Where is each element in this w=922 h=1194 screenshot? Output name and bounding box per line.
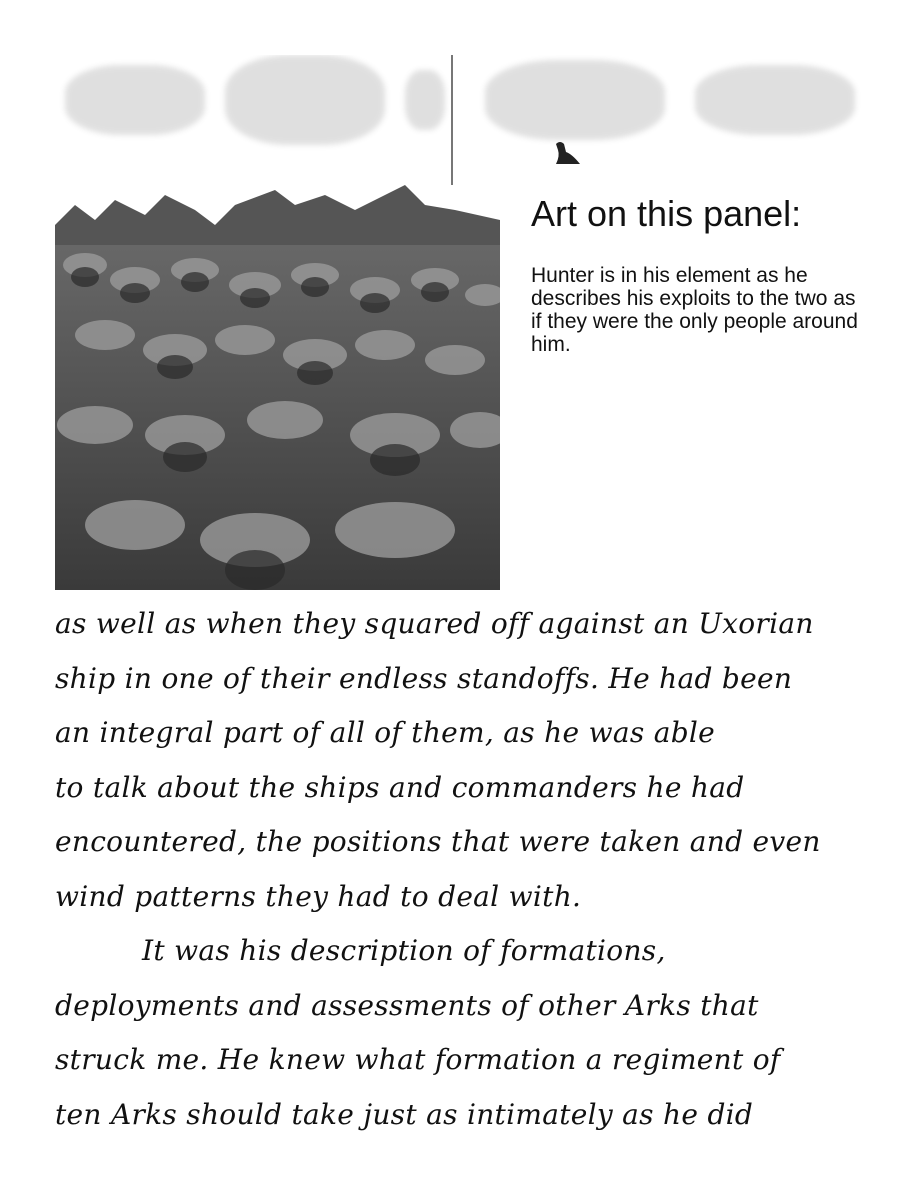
body-line: struck me. He knew what formation a regiment of — [55, 1043, 781, 1076]
body-line: to talk about the ships and commanders he had — [55, 770, 745, 804]
top-divider-line — [451, 55, 453, 185]
body-line: deployments and assessments of other Arks that — [55, 988, 759, 1022]
body-line: ship in one of their endless standoffs. He had been — [55, 661, 793, 695]
body-line: encountered, the positions that were taken and even — [55, 825, 821, 858]
body-line: an integral part of all of them, as he was able — [55, 716, 716, 749]
panel-description: Hunter is in his element as he describes his exploits to the two as if they were the only people around him. — [531, 264, 858, 356]
body-line: as well as when they squared off against an Uxorian — [55, 607, 814, 640]
body-line: ten Arks should take just as intimately as he did — [55, 1097, 754, 1131]
panel-title: Art on this panel: — [531, 193, 802, 234]
body-text — [55, 597, 885, 1142]
small-figure-illustration — [552, 140, 582, 166]
body-line: It was his description of formations, — [142, 934, 666, 967]
crowd-photo — [55, 185, 500, 590]
faded-top-artwork — [55, 55, 867, 165]
body-line: wind patterns they had to deal with. — [55, 879, 582, 913]
